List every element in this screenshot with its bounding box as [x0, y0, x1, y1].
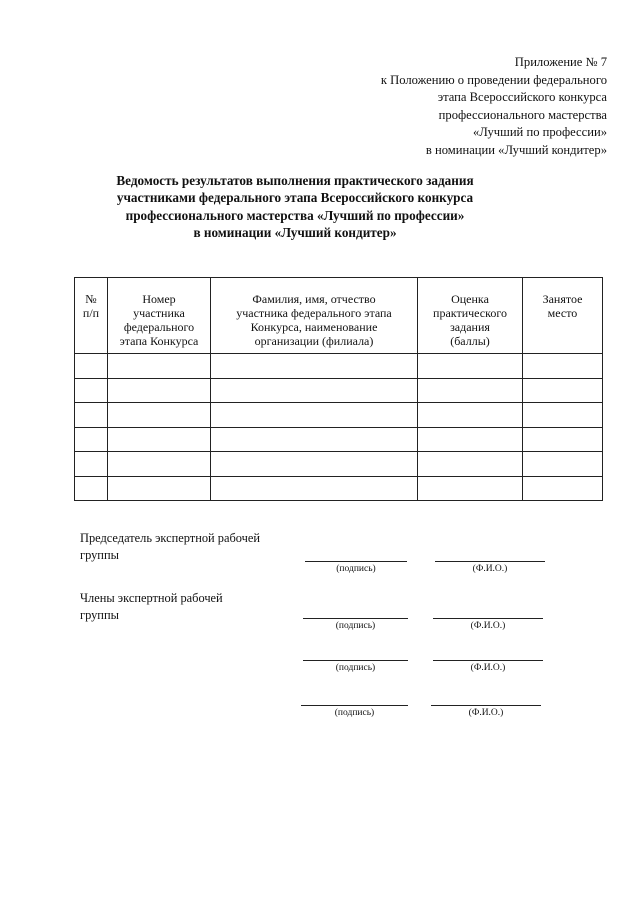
table-cell — [108, 427, 211, 452]
table-cell — [211, 427, 418, 452]
name-caption: (Ф.И.О.) — [468, 708, 504, 718]
document-title — [90, 172, 500, 242]
results-table — [74, 277, 603, 501]
table-row — [75, 427, 603, 452]
table-cell — [75, 378, 108, 403]
member-signature-line — [303, 618, 408, 619]
appendix-line: этапа Всероссийского конкурса — [437, 90, 607, 105]
table-cell — [75, 452, 108, 477]
table-cell — [211, 452, 418, 477]
table-cell — [108, 452, 211, 477]
appendix-block — [381, 54, 607, 160]
signature-caption: (подпись) — [335, 621, 376, 631]
member-name-line — [431, 705, 541, 706]
chairman-label: Председатель экспертной рабочей группы — [80, 531, 260, 562]
table-row — [75, 476, 603, 501]
table-cell — [211, 403, 418, 428]
table-cell — [523, 476, 603, 501]
table-header-row — [75, 278, 603, 354]
table-cell — [418, 452, 523, 477]
table-cell — [211, 354, 418, 379]
table-cell — [211, 378, 418, 403]
member-signature-line — [301, 705, 408, 706]
table-row — [75, 378, 603, 403]
header-score: Оценка практического задания (баллы) — [418, 278, 523, 354]
table-cell — [418, 476, 523, 501]
table-cell — [108, 354, 211, 379]
appendix-line: в номинации «Лучший кондитер» — [425, 142, 607, 157]
table-cell — [108, 378, 211, 403]
table-cell — [418, 427, 523, 452]
member-name-line — [433, 660, 543, 661]
member-signature-line — [303, 660, 408, 661]
member-name-line — [433, 618, 543, 619]
table-cell — [75, 403, 108, 428]
table-row — [75, 452, 603, 477]
title-line: Ведомость результатов выполнения практического задания — [116, 173, 474, 188]
chairman-signature-line — [305, 561, 407, 562]
header-participant-number: Номер участника федерального этапа Конкурса — [108, 278, 211, 354]
table-cell — [75, 354, 108, 379]
table-cell — [523, 427, 603, 452]
header-place: Занятое место — [523, 278, 603, 354]
signature-caption: (подпись) — [334, 708, 375, 718]
signature-caption: (подпись) — [335, 663, 376, 673]
members-label: Члены экспертной рабочей группы — [80, 591, 223, 622]
table-cell — [108, 476, 211, 501]
title-line: профессионального мастерства «Лучший по профессии» — [125, 207, 465, 223]
table-cell — [523, 378, 603, 403]
table-cell — [523, 354, 603, 379]
appendix-line: Приложение № 7 — [514, 55, 607, 69]
title-line: участниками федерального этапа Всероссийского конкурса — [116, 190, 474, 206]
table-cell — [108, 403, 211, 428]
name-caption: (Ф.И.О.) — [470, 621, 506, 631]
table-cell — [418, 354, 523, 379]
signature-caption: (подпись) — [336, 564, 376, 574]
table-cell — [418, 378, 523, 403]
name-caption: (Ф.И.О.) — [470, 663, 506, 673]
table-cell — [75, 427, 108, 452]
table-row — [75, 403, 603, 428]
header-number: № п/п — [75, 278, 108, 354]
table-cell — [523, 452, 603, 477]
appendix-line: «Лучший по профессии» — [472, 125, 607, 140]
table-cell — [418, 403, 523, 428]
table-row — [75, 354, 603, 379]
name-caption: (Ф.И.О.) — [472, 564, 508, 574]
table-cell — [75, 476, 108, 501]
appendix-line: к Положению о проведении федерального — [380, 72, 607, 87]
header-full-name: Фамилия, имя, отчество участника федерального этапа Конкурса, наименование организации (филиала) — [211, 278, 418, 354]
appendix-line: профессионального мастерства — [438, 107, 607, 122]
chairman-name-line — [435, 561, 545, 562]
table-cell — [211, 476, 418, 501]
title-line: в номинации «Лучший кондитер» — [193, 225, 397, 241]
table-cell — [523, 403, 603, 428]
